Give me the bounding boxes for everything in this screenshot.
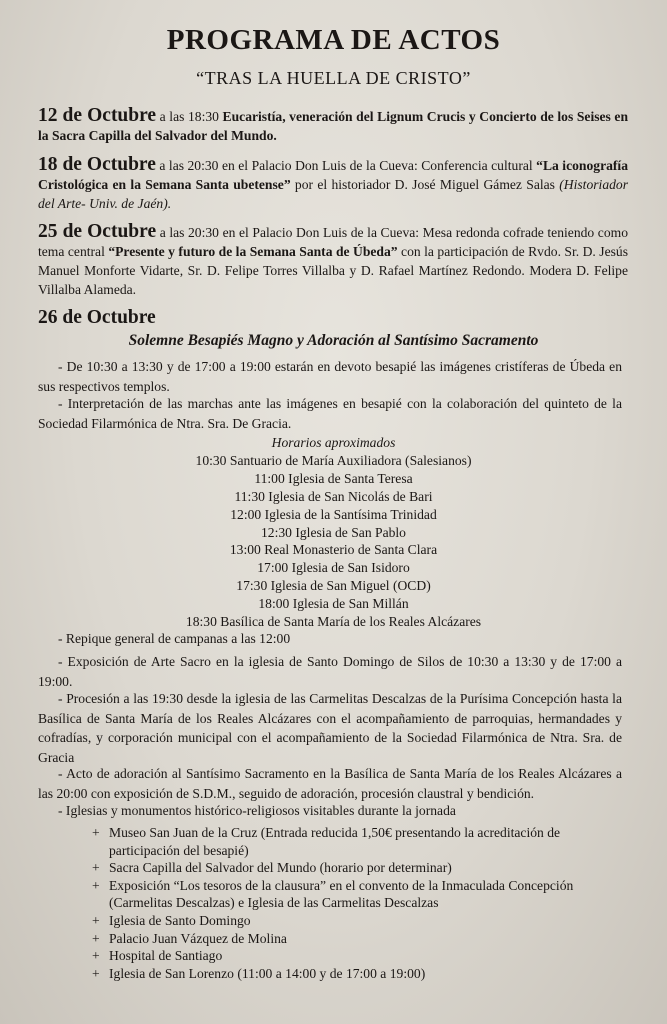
schedule-item: 11:00 Iglesia de Santa Teresa <box>254 470 413 486</box>
plus-icon: + <box>92 965 100 981</box>
event-oct18 <box>38 155 628 213</box>
page-subtitle: “TRAS LA HUELLA DE CRISTO” <box>196 68 471 88</box>
list-item: + Iglesia de Santo Domingo <box>92 912 251 928</box>
list-item: + Palacio Juan Vázquez de Molina <box>92 930 287 946</box>
roundtable-title: “Presente y futuro de la Semana Santa de Úbeda” <box>108 244 398 259</box>
event-time: a las 18:30 <box>156 109 223 124</box>
plus-icon: + <box>92 948 100 964</box>
event-date: 25 de Octubre <box>38 221 157 242</box>
page-title: PROGRAMA DE ACTOS <box>166 24 501 56</box>
event-text: por el historiador D. José Miguel Gámez Salas <box>290 177 560 192</box>
paragraph-campanas: - Repique general de campanas a las 12:00 <box>58 631 291 646</box>
schedule <box>0 434 667 631</box>
list-item: + Museo San Juan de la Cruz (Entrada reducida 1,50€ presentando la acreditación de participación del besapié) <box>92 825 561 858</box>
schedule-item: 17:30 Iglesia de San Miguel (OCD) <box>236 578 431 594</box>
event-oct12 <box>38 106 628 145</box>
schedule-item: 10:30 Santuario de María Auxiliadora (Salesianos) <box>195 452 472 468</box>
plus-icon: + <box>92 912 100 928</box>
plus-icon: + <box>92 877 100 893</box>
plus-icon: + <box>92 825 100 840</box>
schedule-item: 12:30 Iglesia de San Pablo <box>261 524 406 540</box>
schedule-header: Horarios aproximados <box>271 435 396 450</box>
list-item: + Iglesia de San Lorenzo (11:00 a 14:00 y de 17:00 a 19:00) <box>92 965 426 981</box>
list-item: + Exposición “Los tesoros de la clausura” en el convento de la Inmaculada Concepción (Carmelitas Descalzas) e Iglesia de las Carmelitas Descalzas <box>92 877 574 911</box>
monument-list <box>92 824 622 982</box>
event-oct26-title: Solemne Besapiés Magno y Adoración al Santísimo Sacramento <box>128 332 539 349</box>
paragraph-adoracion: - Acto de adoración al Santísimo Sacramento en la Basílica de Santa María de los Reales Alcázares a las 20:00 con exposición de S.D.M., seguido de adoración, procesión claustral y bendición. <box>38 766 622 801</box>
paragraph-procesion: - Procesión a las 19:30 desde la iglesia de las Carmelitas Descalzas de la Purísima Concepción hasta la Basílica de Santa María de los Reales Alcázares con el acompañamiento de parroquias, hermandades y cofradías, y corporación municipal con el acompañamiento de la Sociedad Filarmónica de Ntra. Sra. de Gracia <box>38 691 622 765</box>
paragraph-exposicion: - Exposición de Arte Sacro en la iglesia de Santo Domingo de Silos de 10:30 a 13:30 y de 17:00 a 19:00. <box>38 654 622 689</box>
conference-title: “La iconografía Cristológica en la Semana Santa ubetense” <box>38 158 628 192</box>
schedule-item: 17:00 Iglesia de San Isidoro <box>257 560 410 576</box>
plus-icon: + <box>92 860 100 876</box>
event-date: 12 de Octubre <box>38 105 157 126</box>
paragraph-visitables: - Iglesias y monumentos histórico-religiosos visitables durante la jornada <box>58 803 456 818</box>
schedule-item: 18:00 Iglesia de San Millán <box>258 596 409 612</box>
paragraph-marchas: - Interpretación de las marchas ante las imágenes en besapié con la colaboración del quinteto de la Sociedad Filarmónica de Ntra. Sra. De Gracia. <box>38 396 622 431</box>
paragraph-besapie: - De 10:30 a 13:30 y de 17:00 a 19:00 estarán en devoto besapié las imágenes cristíferas de Úbeda en sus respectivos templos. <box>38 359 622 394</box>
plus-icon: + <box>92 930 100 946</box>
event-oct25 <box>38 222 628 299</box>
schedule-item: 18:30 Basílica de Santa María de los Reales Alcázares <box>185 614 482 630</box>
schedule-item: 12:00 Iglesia de la Santísima Trinidad <box>230 506 437 522</box>
event-text: a las 20:30 en el Palacio Don Luis de la Cueva: Conferencia cultural <box>155 158 537 173</box>
speaker-affiliation: (Historiador del Arte- Univ. de Jaén). <box>38 177 628 211</box>
list-item: + Sacra Capilla del Salvador del Mundo (horario por determinar) <box>92 860 452 876</box>
schedule-item: 11:30 Iglesia de San Nicolás de Bari <box>234 488 433 504</box>
event-date-oct26: 26 de Octubre <box>38 307 156 328</box>
list-item: + Hospital de Santiago <box>92 948 223 964</box>
event-text: a las 20:30 en el Palacio Don Luis de la Cueva: Mesa redonda cofrade teniendo como tema central <box>38 225 628 259</box>
event-date: 18 de Octubre <box>38 154 156 175</box>
event-description: Eucaristía, veneración del Lignum Crucis y Concierto de los Seises en la Sacra Capilla del Salvador del Mundo. <box>38 109 629 143</box>
event-text: con la participación de Rvdo. Sr. D. Jesús Manuel Monforte Vidarte, Sr. D. Felipe Torres Villalba y D. Rafael Martínez Redondo. Modera D. Felipe Villalba Alameda. <box>38 244 628 297</box>
schedule-item: 13:00 Real Monasterio de Santa Clara <box>229 542 438 558</box>
